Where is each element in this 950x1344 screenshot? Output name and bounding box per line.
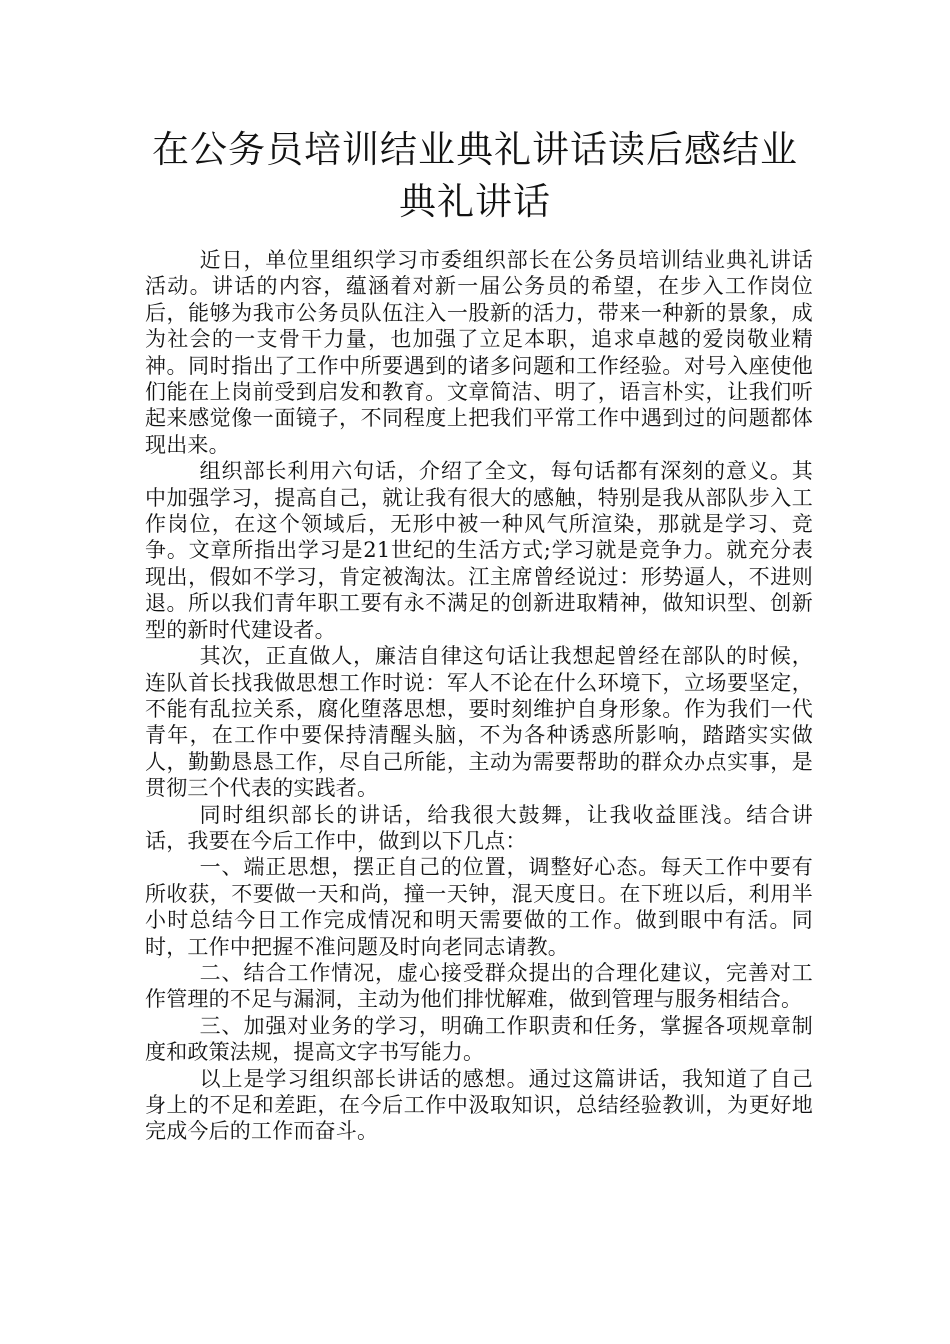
paragraph-2: 组织部长利用六句话，介绍了全文，每句话都有深刻的意义。其中加强学习，提高自己，就让我有很大的感触，特别是我从部队步入工作岗位，在这个领域后，无形中被一种风气所渲染，那就是学习、竞争。文章所指出学习是21世纪的生活方式;学习就是竞争力。就充分表现出，假如不学习，肯定被淘汰。江主席曾经说过：形势逼人，不进则退。所以我们青年职工要有永不满足的创新进取精神，做知识型、创新型的新时代建设者。: [145, 459, 813, 642]
document-body: [145, 247, 813, 1145]
document-title: 在公务员培训结业典礼讲话读后感结业典礼讲话: [152, 128, 798, 223]
paragraph-6: 二、结合工作情况，虚心接受群众提出的合理化建议，完善对工作管理的不足与漏洞，主动为他们排忧解难，做到管理与服务相结合。: [145, 960, 813, 1012]
paragraph-7: 三、加强对业务的学习，明确工作职责和任务，掌握各项规章制度和政策法规，提高文字书写能力。: [145, 1013, 813, 1065]
paragraph-3: 其次，正直做人，廉洁自律这句话让我想起曾经在部队的时候，连队首长找我做思想工作时说：军人不论在什么环境下，立场要坚定，不能有乱拉关系，腐化堕落思想，要时刻维护自身形象。作为我们一代青年，在工作中要保持清醒头脑，不为各种诱惑所影响，踏踏实实做人，勤勤恳恳工作，尽自己所能，主动为需要帮助的群众办点实事，是贯彻三个代表的实践者。: [145, 644, 813, 801]
paragraph-8: 以上是学习组织部长讲话的感想。通过这篇讲话，我知道了自己身上的不足和差距，在今后工作中汲取知识，总结经验教训，为更好地完成今后的工作而奋斗。: [145, 1066, 813, 1144]
paragraph-1: 近日，单位里组织学习市委组织部长在公务员培训结业典礼讲话活动。讲话的内容，蕴涵着对新一届公务员的希望，在步入工作岗位后，能够为我市公务员队伍注入一股新的活力，带来一种新的景象，成为社会的一支骨干力量，也加强了立足本职，追求卓越的爱岗敬业精神。同时指出了工作中所要遇到的诸多问题和工作经验。对号入座使他们能在上岗前受到启发和教育。文章简洁、明了，语言朴实，让我们听起来感觉像一面镜子，不同程度上把我们平常工作中遇到过的问题都体现出来。: [145, 248, 813, 457]
paragraph-4: 同时组织部长的讲话，给我很大鼓舞，让我收益匪浅。结合讲话，我要在今后工作中，做到以下几点：: [145, 802, 813, 853]
paragraph-5: 一、端正思想，摆正自己的位置，调整好心态。每天工作中要有所收获，不要做一天和尚，撞一天钟，混天度日。在下班以后，利用半小时总结今日工作完成情况和明天需要做的工作。做到眼中有活。同时，工作中把握不准问题及时向老同志请教。: [145, 855, 813, 959]
